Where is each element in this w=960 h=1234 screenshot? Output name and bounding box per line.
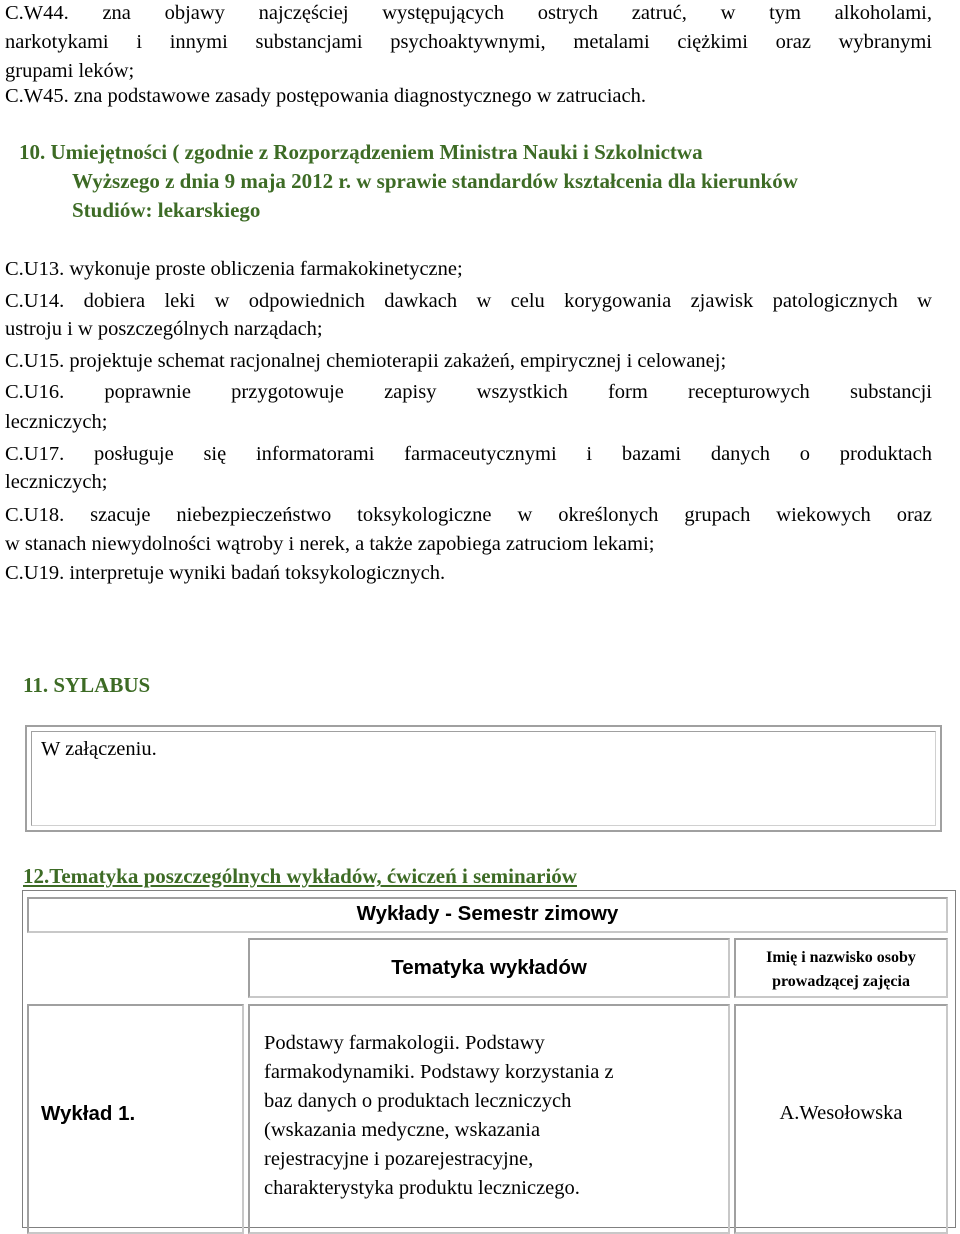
outcome-w44-line2: narkotykami i innymi substancjami psychoaktywnymi, metalami ciężkimi oraz wybranymi — [5, 31, 932, 53]
row1-topic-line: (wskazania medyczne, wskazania — [264, 1119, 541, 1141]
row1-topic-line: charakterystyka produktu leczniczego. — [264, 1177, 580, 1199]
skill-u18-line2: w stanach niewydolności wątroby i nerek, a także zapobiega zatruciom lekami; — [5, 533, 655, 555]
row1-topic-line: Podstawy farmakologii. Podstawy — [264, 1032, 545, 1054]
sylabus-inner-cell — [31, 731, 936, 826]
row1-topic-line: rejestracyjne i pozarejestracyjne, — [264, 1148, 534, 1170]
skill-u14-line1: C.U14. dobiera leki w odpowiednich dawkach w celu korygowania zjawisk patologicznych w — [5, 290, 932, 312]
header-person-line2: prowadzącej zajęcia — [772, 973, 910, 990]
skill-u16-line1: C.U16. poprawnie przygotowuje zapisy wszystkich form recepturowych substancji — [5, 381, 932, 403]
skill-u15: C.U15. projektuje schemat racjonalnej chemioterapii zakażeń, empirycznej i celowanej; — [5, 350, 727, 372]
section11-heading: 11. SYLABUS — [23, 673, 151, 697]
skill-u16-line2: leczniczych; — [5, 411, 108, 433]
skill-u14-line2: ustroju i w poszczególnych narządach; — [5, 318, 323, 340]
row1-person: A.Wesołowska — [779, 1102, 903, 1124]
outcome-w45: C.W45. zna podstawowe zasady postępowania diagnostycznego w zatruciach. — [5, 85, 646, 107]
skill-u18-line1: C.U18. szacuje niebezpieczeństwo toksykologiczne w określonych grupach wiekowych oraz — [5, 504, 932, 526]
skill-u17-line2: leczniczych; — [5, 471, 108, 493]
row1-topic-line: baz danych o produktach leczniczych — [264, 1090, 572, 1112]
header-person — [736, 946, 946, 994]
section10-heading-line2: Wyższego z dnia 9 maja 2012 r. w sprawie standardów kształcenia dla kierunków — [72, 169, 798, 193]
outcome-w44-line3: grupami leków; — [5, 60, 135, 82]
outcome-w44-line1: C.W44. zna objawy najczęściej występujących ostrych zatruć, w tym alkoholami, — [5, 2, 932, 24]
header-topic: Tematyka wykładów — [391, 956, 587, 979]
row1-topic-line: farmakodynamiki. Podstawy korzystania z — [264, 1061, 614, 1083]
skill-u13: C.U13. wykonuje proste obliczenia farmakokinetyczne; — [5, 258, 463, 280]
lectures-table — [22, 890, 956, 1228]
section10-heading-line1: 10. Umiejętności ( zgodnie z Rozporządzeniem Ministra Nauki i Szkolnictwa — [19, 140, 703, 164]
row1-person-cell — [734, 1004, 948, 1234]
row1-topic — [264, 1029, 614, 1203]
header-topic-cell — [248, 938, 730, 998]
header-person-cell — [734, 938, 948, 998]
row1-label: Wykład 1. — [41, 1102, 136, 1125]
section10-heading-line3: Studiów: lekarskiego — [72, 198, 261, 222]
table-title-cell — [27, 897, 948, 933]
header-person-line1: Imię i nazwisko osoby — [766, 949, 916, 966]
section12-heading: 12.Tematyka poszczególnych wykładów, ćwiczeń i seminariów — [23, 864, 577, 888]
skill-u17-line1: C.U17. posługuje się informatorami farmaceutycznymi i bazami danych o produktach — [5, 443, 932, 465]
row1-topic-cell — [248, 1004, 730, 1234]
skill-u19: C.U19. interpretuje wyniki badań toksykologicznych. — [5, 562, 446, 584]
sylabus-box — [25, 725, 942, 832]
table-title: Wykłady - Semestr zimowy — [356, 902, 619, 925]
sylabus-content: W załączeniu. — [41, 738, 157, 760]
row1-label-cell — [27, 1004, 244, 1234]
